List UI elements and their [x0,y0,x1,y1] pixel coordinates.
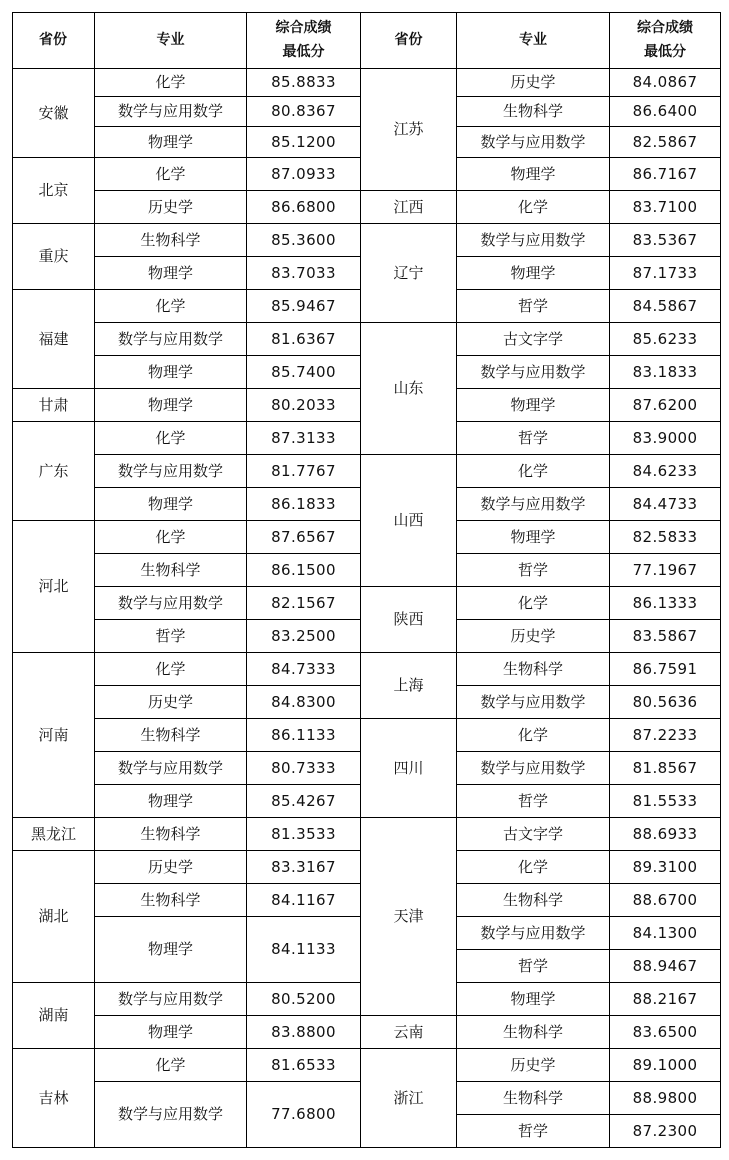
major-cell: 数学与应用数学 [117,329,223,348]
province-cell: 浙江 [393,1088,424,1107]
header-score-line2: 最低分 [644,44,686,60]
major-cell: 生物科学 [140,824,201,843]
row-border [12,1147,95,1148]
major-cell: 数学与应用数学 [117,989,223,1008]
province-cell: 江苏 [393,120,424,138]
major-cell: 物理学 [147,1022,193,1041]
score-cell: 85.6233 [632,329,698,348]
major-cell: 化学 [155,296,186,315]
column-border [720,12,721,1148]
major-cell: 数学与应用数学 [117,758,223,777]
score-cell: 87.6200 [632,395,698,414]
score-cell: 80.2033 [271,395,336,414]
score-cell: 84.4733 [632,494,698,513]
score-cell: 83.3167 [271,857,336,876]
score-cell: 80.5200 [271,989,336,1008]
score-cell: 77.1967 [632,560,698,579]
header-score-left [247,12,360,68]
major-cell: 哲学 [155,626,186,645]
major-cell: 化学 [155,73,186,91]
major-cell: 生物科学 [140,890,201,909]
score-cell: 89.1000 [632,1055,698,1074]
score-cell: 83.1833 [632,362,698,381]
major-cell: 数学与应用数学 [480,362,586,381]
major-cell: 数学与应用数学 [480,494,586,513]
major-cell: 数学与应用数学 [117,461,223,480]
province-cell: 云南 [393,1022,424,1041]
score-cell: 83.5867 [632,626,698,645]
column-border [360,12,361,1148]
score-cell: 87.3133 [271,428,336,447]
score-cell: 84.6233 [632,461,698,480]
score-cell: 81.5533 [632,791,698,810]
province-cell: 河北 [38,577,69,595]
row-border [12,12,721,13]
score-cell: 87.2300 [632,1121,698,1140]
score-cell: 85.1200 [271,132,336,151]
score-cell: 84.8300 [271,692,336,711]
major-cell: 数学与应用数学 [480,230,586,249]
major-cell: 历史学 [510,73,556,91]
major-cell: 生物科学 [502,1022,563,1041]
score-cell: 87.2233 [632,725,698,744]
province-cell: 湖北 [38,907,69,925]
header-major-right: 专业 [519,32,547,48]
major-cell: 化学 [155,659,186,678]
major-cell: 哲学 [517,1121,548,1140]
score-cell: 85.9467 [271,296,336,315]
column-border [12,12,13,1148]
score-cell: 86.6800 [271,197,336,216]
score-cell: 83.8800 [271,1022,336,1041]
major-cell: 化学 [155,527,186,546]
score-cell: 86.6400 [632,102,698,120]
major-cell: 历史学 [147,197,193,216]
major-cell: 古文字学 [502,824,563,843]
province-cell: 福建 [38,329,69,348]
score-cell: 84.1167 [271,890,336,909]
major-cell: 古文字学 [502,329,563,348]
header-score-line2: 最低分 [282,44,325,60]
header-province-left: 省份 [39,32,67,48]
score-cell: 81.6533 [271,1055,336,1074]
score-cell: 86.7167 [632,164,698,183]
score-cell: 89.3100 [632,857,698,876]
score-cell: 86.7591 [632,659,698,678]
score-cell: 88.9800 [632,1088,698,1107]
header-major-left: 专业 [156,32,185,48]
major-cell: 物理学 [510,527,556,546]
province-cell: 安徽 [38,103,69,122]
score-cell: 87.6567 [271,527,336,546]
major-cell: 生物科学 [140,725,201,744]
major-cell: 生物科学 [140,560,201,579]
major-cell: 生物科学 [502,890,563,909]
column-border [246,12,247,1148]
major-cell: 生物科学 [502,102,563,120]
major-cell: 物理学 [510,164,556,183]
major-cell: 历史学 [510,626,556,645]
score-cell: 85.4267 [271,791,336,810]
province-cell: 江西 [393,197,424,216]
score-cell: 85.7400 [271,362,336,381]
score-cell: 84.0867 [632,73,698,91]
score-cell: 84.5867 [632,296,698,315]
score-cell: 86.1133 [271,725,336,744]
score-cell: 88.9467 [632,956,698,975]
major-cell: 物理学 [510,395,556,414]
row-border [360,1147,457,1148]
score-cell: 82.1567 [271,593,336,612]
major-cell: 哲学 [517,296,548,315]
major-cell: 物理学 [147,791,193,810]
province-cell: 重庆 [38,247,69,265]
score-cell: 87.1733 [632,263,698,282]
major-cell: 化学 [517,461,548,480]
score-cell: 88.6933 [632,824,698,843]
major-cell: 数学与应用数学 [117,102,223,120]
province-cell: 甘肃 [38,395,69,414]
major-cell: 化学 [517,197,548,216]
major-cell: 化学 [517,857,548,876]
score-cell: 83.5367 [632,230,698,249]
score-cell: 87.0933 [271,164,336,183]
header-score-right [610,12,720,68]
score-cell: 82.5833 [632,527,698,546]
major-cell: 物理学 [510,263,556,282]
score-cell: 81.6367 [271,329,336,348]
column-border [94,12,95,1148]
score-cell: 83.9000 [632,428,698,447]
score-cell: 84.7333 [271,659,336,678]
major-cell: 物理学 [147,362,193,381]
major-cell: 哲学 [517,428,548,447]
score-cell: 85.8833 [271,73,336,91]
major-cell: 历史学 [147,857,193,876]
province-cell: 四川 [393,758,424,777]
major-cell: 数学与应用数学 [117,1105,223,1123]
major-cell: 物理学 [147,263,193,282]
major-cell: 生物科学 [502,1088,563,1107]
province-cell: 广东 [38,461,69,480]
province-cell: 山东 [393,379,424,397]
major-cell: 哲学 [517,560,548,579]
province-cell: 黑龙江 [30,824,76,843]
major-cell: 化学 [155,164,186,183]
score-cell: 84.1133 [271,940,336,958]
major-cell: 数学与应用数学 [480,923,586,942]
score-cell: 80.7333 [271,758,336,777]
header-score-line1: 综合成绩 [637,20,693,36]
major-cell: 数学与应用数学 [480,132,586,151]
major-cell: 数学与应用数学 [117,593,223,612]
province-cell: 吉林 [38,1088,69,1107]
score-cell: 83.7100 [632,197,698,216]
score-cell: 82.5867 [632,132,698,151]
score-cell: 85.3600 [271,230,336,249]
score-cell: 83.6500 [632,1022,698,1041]
header-score-line1: 综合成绩 [275,20,332,36]
score-cell: 88.2167 [632,989,698,1008]
major-cell: 历史学 [147,692,193,711]
major-cell: 数学与应用数学 [480,758,586,777]
major-cell: 哲学 [517,956,548,975]
score-cell: 81.7767 [271,461,336,480]
major-cell: 物理学 [147,940,193,958]
major-cell: 化学 [155,428,186,447]
province-cell: 天津 [393,907,424,925]
province-cell: 辽宁 [393,263,424,282]
major-cell: 物理学 [147,132,193,151]
row-border [456,1147,721,1148]
major-cell: 数学与应用数学 [480,692,586,711]
major-cell: 物理学 [147,395,193,414]
major-cell: 哲学 [517,791,548,810]
score-cell: 80.8367 [271,102,336,120]
header-province-right: 省份 [394,32,423,48]
score-cell: 83.2500 [271,626,336,645]
major-cell: 历史学 [510,1055,556,1074]
row-border [94,1147,361,1148]
major-cell: 化学 [155,1055,186,1074]
province-cell: 湖南 [38,1006,69,1024]
column-border [609,12,610,1148]
score-cell: 77.6800 [271,1105,336,1123]
column-border [456,12,457,1148]
score-cell: 88.6700 [632,890,698,909]
score-cell: 86.1500 [271,560,336,579]
province-cell: 北京 [38,181,69,199]
major-cell: 生物科学 [502,659,563,678]
province-cell: 上海 [393,676,424,694]
score-cell: 84.1300 [632,923,698,942]
score-cell: 86.1333 [632,593,698,612]
score-cell: 81.8567 [632,758,698,777]
score-cell: 81.3533 [271,824,336,843]
province-cell: 陕西 [393,610,424,628]
major-cell: 物理学 [147,494,193,513]
major-cell: 生物科学 [140,230,201,249]
major-cell: 化学 [517,725,548,744]
score-cell: 80.5636 [632,692,698,711]
score-cell: 83.7033 [271,263,336,282]
province-cell: 山西 [393,511,424,529]
major-cell: 化学 [517,593,548,612]
major-cell: 物理学 [510,989,556,1008]
province-cell: 河南 [38,725,69,744]
score-cell: 86.1833 [271,494,336,513]
